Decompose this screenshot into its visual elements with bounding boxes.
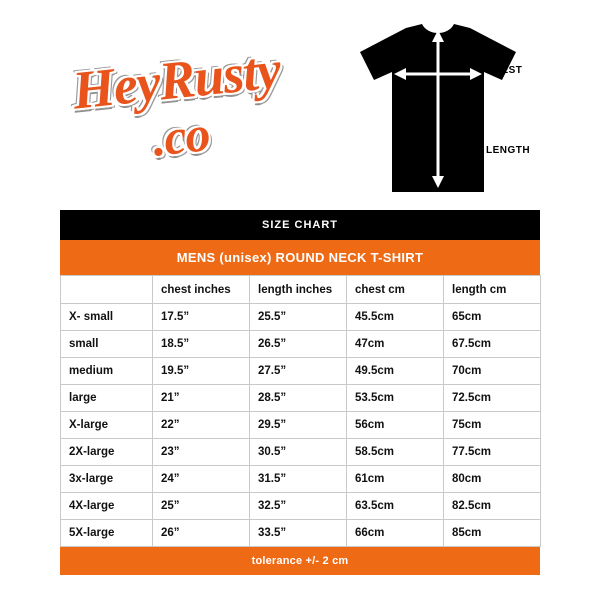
table-row: [61, 385, 541, 412]
cell-length-inches: 30.5”: [250, 439, 347, 466]
brand-logo: [62, 39, 372, 168]
cell-length-inches: 31.5”: [250, 466, 347, 493]
table-row: [61, 520, 541, 547]
cell-length-inches: 28.5”: [250, 385, 347, 412]
cell-chest-inches: 25”: [153, 493, 250, 520]
cell-length-cm: 65cm: [444, 304, 541, 331]
cell-chest-cm: 56cm: [347, 412, 444, 439]
cell-chest-cm: 61cm: [347, 466, 444, 493]
cell-length-inches: 26.5”: [250, 331, 347, 358]
tolerance-note: tolerance +/- 2 cm: [60, 547, 540, 575]
table-row: [61, 412, 541, 439]
cell-chest-inches: 17.5”: [153, 304, 250, 331]
cell-length-inches: 29.5”: [250, 412, 347, 439]
cell-chest-inches: 22”: [153, 412, 250, 439]
cell-chest-inches: 19.5”: [153, 358, 250, 385]
cell-chest-inches: 21”: [153, 385, 250, 412]
cell-length-cm: 77.5cm: [444, 439, 541, 466]
length-measure-label: LENGTH: [486, 145, 531, 156]
logo-line-2: .co: [149, 105, 212, 167]
cell-length-cm: 85cm: [444, 520, 541, 547]
cell-chest-inches: 26”: [153, 520, 250, 547]
cell-chest-cm: 49.5cm: [347, 358, 444, 385]
cell-length-cm: 67.5cm: [444, 331, 541, 358]
cell-chest-cm: 66cm: [347, 520, 444, 547]
cell-length-cm: 82.5cm: [444, 493, 541, 520]
cell-size: 4X-large: [61, 493, 153, 520]
cell-length-cm: 75cm: [444, 412, 541, 439]
col-header-chest-inches: chest inches: [153, 276, 250, 304]
cell-chest-cm: 53.5cm: [347, 385, 444, 412]
tshirt-diagram: [348, 22, 531, 197]
tshirt-icon: [348, 22, 531, 197]
cell-chest-cm: 45.5cm: [347, 304, 444, 331]
cell-size: X-large: [61, 412, 153, 439]
cell-size: 2X-large: [61, 439, 153, 466]
cell-length-inches: 33.5”: [250, 520, 347, 547]
table-subtitle: MENS (unisex) ROUND NECK T-SHIRT: [60, 240, 540, 275]
cell-length-cm: 80cm: [444, 466, 541, 493]
cell-size: 3x-large: [61, 466, 153, 493]
table-row: [61, 439, 541, 466]
logo-line-1: HeyRusty: [69, 39, 283, 121]
chest-measure-label: CHEST: [486, 65, 523, 76]
table-row: [61, 304, 541, 331]
col-header-length-inches: length inches: [250, 276, 347, 304]
cell-chest-cm: 63.5cm: [347, 493, 444, 520]
cell-length-inches: 32.5”: [250, 493, 347, 520]
table-header-row: [61, 276, 541, 304]
size-chart-table: [60, 210, 540, 575]
cell-chest-inches: 18.5”: [153, 331, 250, 358]
table-row: [61, 466, 541, 493]
cell-size: X- small: [61, 304, 153, 331]
cell-chest-inches: 23”: [153, 439, 250, 466]
cell-size: large: [61, 385, 153, 412]
cell-length-cm: 72.5cm: [444, 385, 541, 412]
cell-chest-cm: 47cm: [347, 331, 444, 358]
cell-length-inches: 25.5”: [250, 304, 347, 331]
cell-length-cm: 70cm: [444, 358, 541, 385]
col-header-size: [61, 276, 153, 304]
cell-size: medium: [61, 358, 153, 385]
measurements-grid: [60, 275, 541, 547]
cell-length-inches: 27.5”: [250, 358, 347, 385]
header-area: [0, 0, 600, 210]
table-row: [61, 358, 541, 385]
table-row: [61, 493, 541, 520]
cell-chest-cm: 58.5cm: [347, 439, 444, 466]
cell-size: 5X-large: [61, 520, 153, 547]
table-row: [61, 331, 541, 358]
col-header-chest-cm: chest cm: [347, 276, 444, 304]
col-header-length-cm: length cm: [444, 276, 541, 304]
cell-chest-inches: 24”: [153, 466, 250, 493]
table-title: SIZE CHART: [60, 210, 540, 240]
cell-size: small: [61, 331, 153, 358]
